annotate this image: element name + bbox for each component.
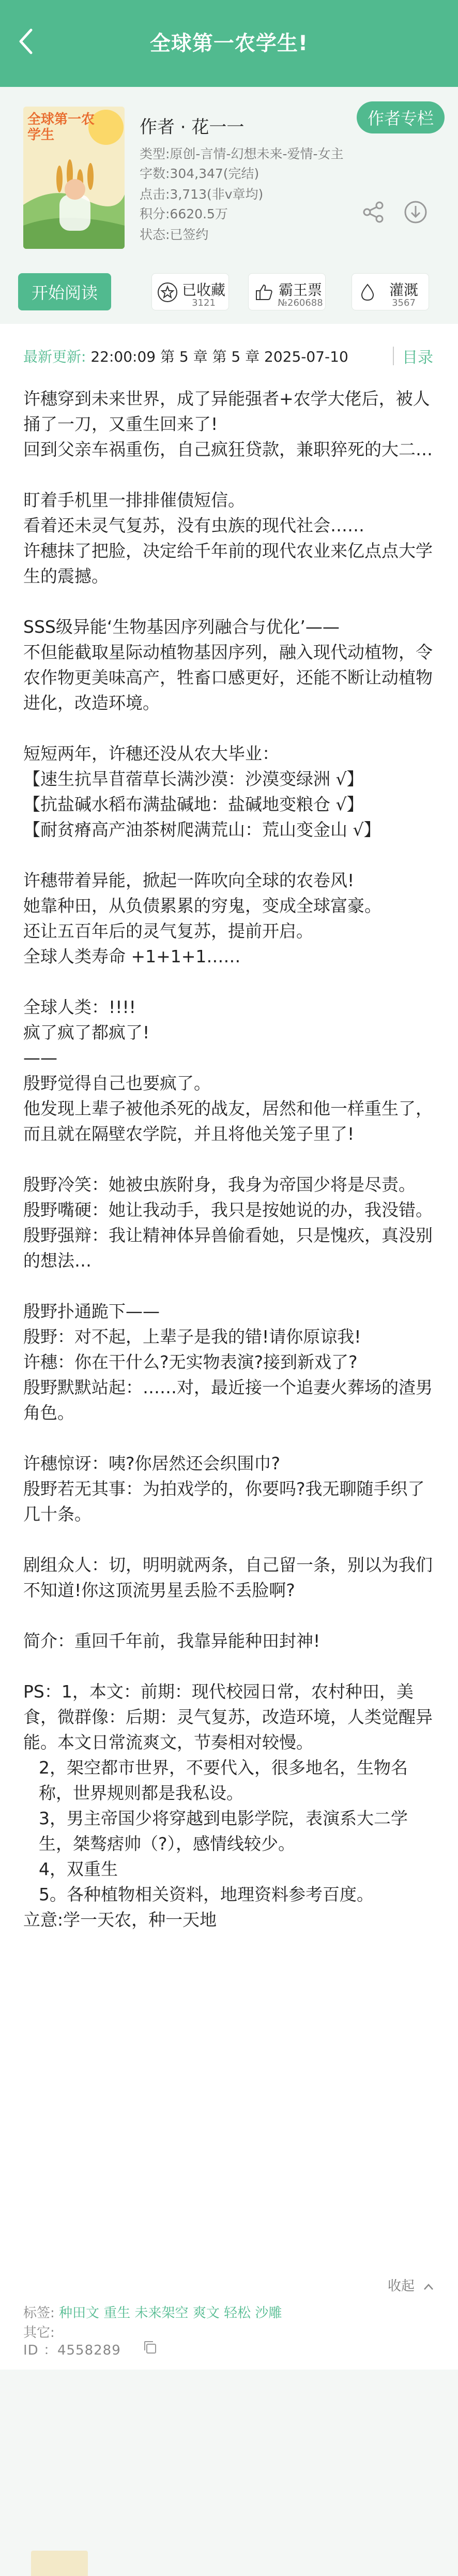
- synopsis-line: 殷野默默站起：……对，最近接一个追妻火葬场的渣男角色。: [23, 1377, 433, 1423]
- book-type: 类型:原创-言情-幻想未来-爱情-女主: [140, 146, 344, 161]
- copy-icon[interactable]: [142, 2340, 158, 2355]
- other-label: 其它:: [23, 2325, 55, 2341]
- synopsis-line: 殷野觉得自己也要疯了。: [23, 1073, 211, 1093]
- tags-line: [23, 2302, 282, 2321]
- update-time: 22:00:09: [90, 348, 156, 365]
- author-name[interactable]: 作者 · 花一一: [140, 117, 245, 138]
- latest-update-bar: [0, 324, 458, 386]
- synopsis-line: 全球人类寿命 +1+1+1……: [23, 946, 241, 966]
- click-count: 点击:3,713(非v章均): [140, 187, 264, 202]
- synopsis-line: 看着还未灵气复苏，没有虫族的现代社会……: [23, 515, 364, 535]
- synopsis-line: 5。各种植物相关资料，地理资料参考百度。: [39, 1884, 374, 1904]
- synopsis-line: 【速生抗旱苜蓿草长满沙漠：沙漠变绿洲 √】: [23, 769, 364, 789]
- blank-line: [23, 1603, 437, 1628]
- top-bar: [0, 0, 458, 87]
- synopsis-line: 3，男主帝国少将穿越到电影学院，表演系大二学生，桀骜痞帅（?），感情线较少。: [39, 1808, 408, 1854]
- synopsis-line: 4，双重生: [39, 1859, 118, 1879]
- synopsis-line: 盯着手机里一排排催债短信。: [23, 490, 245, 510]
- blank-line: [23, 462, 437, 487]
- sign-status: 状态:已签约: [140, 227, 209, 242]
- bawang-ticket-button[interactable]: [248, 273, 326, 310]
- synopsis-line: 殷野强辩：我让精神体异兽偷看她，只是愧疚，真没别的想法…: [23, 1225, 433, 1271]
- tags-label: 标签:: [23, 2305, 55, 2321]
- synopsis-line: 许穗惊讶：咦?你居然还会织围巾?: [23, 1453, 281, 1473]
- word-count: 字数:304,347(完结): [140, 166, 259, 181]
- synopsis-line: PS：1，本文：前期：现代校园日常，农村种田，美食，微群像：后期：灵气复苏，改造环境，人类觉醒异能。本文日常流爽文，节奏相对较慢。: [23, 1681, 433, 1752]
- synopsis-line: 殷野扑通跪下——: [23, 1301, 160, 1321]
- collect-button[interactable]: [151, 273, 229, 310]
- synopsis-line: 许穗抹了把脸，决定给千年前的现代农业来亿点点大学生的震撼。: [23, 541, 433, 586]
- blank-line: [23, 1527, 437, 1552]
- book-info-panel: [0, 87, 458, 258]
- blank-line: [23, 969, 437, 994]
- collect-count: 3121: [192, 297, 216, 308]
- synopsis-line: 殷野冷笑：她被虫族附身，我身为帝国少将是尽责。: [23, 1174, 416, 1195]
- author-column-button[interactable]: 作者专栏: [357, 101, 445, 133]
- divider: [393, 347, 394, 365]
- table-of-contents-link[interactable]: 目录: [402, 349, 433, 367]
- synopsis-line: 不但能截取星际动植物基因序列，融入现代动植物，令农作物更美味高产，牲畜口感更好，还能不断让动植物进化，改造环境。: [23, 642, 433, 713]
- tags-value[interactable]: 种田文 重生 未来架空 爽文 轻松 沙雕: [59, 2305, 282, 2321]
- synopsis-line: 剧组众人：切，明明就两条，自己留一条，别以为我们不知道!你这顶流男星丢脸不丢脸啊?: [23, 1555, 433, 1600]
- synopsis-line: 还让五百年后的灵气复苏，提前开启。: [23, 921, 313, 941]
- synopsis-line: 短短两年，许穗还没从农大毕业：: [23, 743, 279, 764]
- share-icon[interactable]: [362, 201, 385, 224]
- update-chapter: 第 5 章 第 5 章 2025-07-10: [160, 348, 348, 365]
- synopsis-line: 回到父亲车祸重伤，自己疯狂贷款，兼职猝死的大二…: [23, 439, 433, 459]
- synopsis-line: 许穗带着异能，掀起一阵吹向全球的农卷风!: [23, 870, 355, 890]
- blank-line: [23, 716, 437, 741]
- synopsis-line: 简介：重回千年前，我靠异能种田封神!: [23, 1631, 320, 1651]
- synopsis-line: 【抗盐碱水稻布满盐碱地：盐碱地变粮仓 √】: [23, 794, 364, 814]
- synopsis-line: 她靠种田，从负债累累的穷鬼，变成全球富豪。: [23, 896, 381, 916]
- synopsis-line: 殷野：对不起，上辈子是我的错!请你原谅我!: [23, 1327, 361, 1347]
- synopsis-line: 许穗：你在干什么?无实物表演?接到新戏了?: [23, 1352, 358, 1372]
- collapse-toggle[interactable]: [388, 2275, 434, 2295]
- collapse-label: 收起: [388, 2279, 415, 2294]
- points: 积分:6620.5万: [140, 206, 228, 221]
- synopsis-line: 全球人类：!!!!: [23, 997, 136, 1017]
- bawang-label: 霸王票: [278, 281, 322, 299]
- action-row: [0, 258, 458, 324]
- blank-line: [23, 589, 437, 614]
- blank-line: [23, 1146, 437, 1172]
- blank-line: [23, 1654, 437, 1679]
- start-reading-button[interactable]: 开始阅读: [18, 273, 111, 310]
- bottom-section: [0, 2370, 458, 2576]
- related-book-cover[interactable]: [31, 2551, 88, 2576]
- book-id: ID ：4558289: [23, 2343, 121, 2358]
- blank-line: [23, 1425, 437, 1451]
- star-icon: [157, 282, 178, 303]
- synopsis-line: ——: [23, 1048, 57, 1068]
- synopsis-line: 2，架空都市世界，不要代入，很多地名，生物名称，世界规则都是我私设。: [39, 1758, 408, 1803]
- synopsis-line: 【耐贫瘠高产油茶树爬满荒山：荒山变金山 √】: [23, 820, 381, 840]
- synopsis: [23, 386, 437, 1932]
- blank-line: [23, 1273, 437, 1299]
- irrigate-count: 3567: [392, 297, 416, 308]
- synopsis-line: 许穗穿到未来世界，成了异能强者+农学大佬后，被人捅了一刀，又重生回来了!: [23, 389, 430, 434]
- thumbs-up-icon: [254, 282, 274, 303]
- book-cover[interactable]: [23, 107, 125, 249]
- collect-label: 已收藏: [181, 281, 225, 299]
- blank-line: [23, 842, 437, 868]
- synopsis-line: 疯了疯了都疯了!: [23, 1022, 150, 1043]
- water-drop-icon: [357, 282, 378, 303]
- synopsis-line: SSS级异能‘生物基因序列融合与优化’——: [23, 617, 340, 637]
- latest-update[interactable]: [23, 346, 385, 366]
- synopsis-line: 殷野若无其事：为拍戏学的，你要吗?我无聊随手织了几十条。: [23, 1479, 425, 1524]
- page-title: 全球第一农学生!: [149, 32, 309, 55]
- irrigate-label: 灌溉: [389, 281, 418, 299]
- cover-title: 全球第一农学生: [27, 112, 95, 143]
- irrigate-button[interactable]: [352, 273, 429, 310]
- synopsis-line: 他发现上辈子被他杀死的战友，居然和他一样重生了，而且就在隔壁农学院，并且将他关笼子里了!: [23, 1098, 433, 1144]
- download-icon[interactable]: [403, 200, 428, 225]
- synopsis-line: 立意:学一天农，种一天地: [23, 1910, 217, 1930]
- bawang-count: №260688: [278, 297, 323, 308]
- update-label: 最新更新:: [23, 348, 86, 365]
- synopsis-line: 殷野嘴硬：她让我动手，我只是按她说的办，我没错。: [23, 1200, 433, 1220]
- chevron-up-icon: [423, 2283, 434, 2291]
